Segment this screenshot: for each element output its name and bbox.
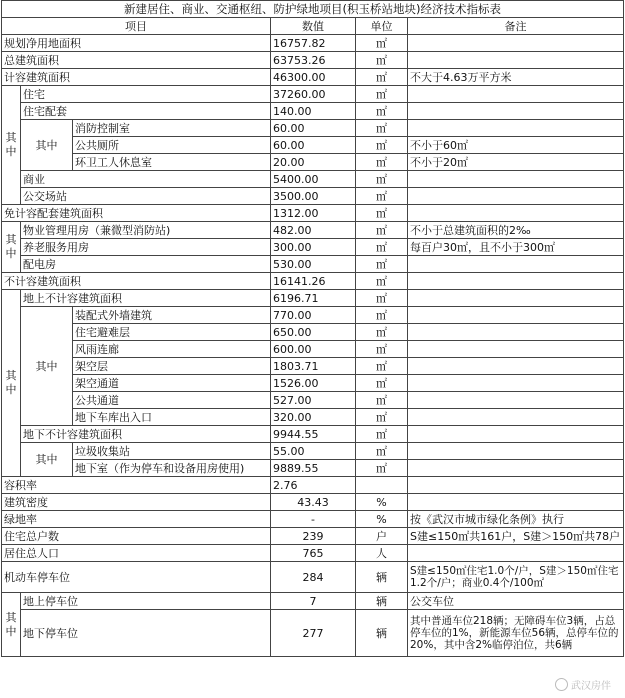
row-unit: ㎡ bbox=[356, 86, 408, 103]
subgroup-label: 其中 bbox=[21, 307, 73, 426]
row-label: 商业 bbox=[21, 171, 271, 188]
row-value: 770.00 bbox=[271, 307, 356, 324]
row-note bbox=[408, 375, 624, 392]
row-label: 架空层 bbox=[73, 358, 271, 375]
row-note: 每百户30㎡，且不小于300㎡ bbox=[408, 239, 624, 256]
row-unit: 辆 bbox=[356, 593, 408, 610]
header-value: 数值 bbox=[271, 18, 356, 35]
row-unit: ㎡ bbox=[356, 290, 408, 307]
row-note: 按《武汉市城市绿化条例》执行 bbox=[408, 511, 624, 528]
row-unit: ㎡ bbox=[356, 137, 408, 154]
row-value: 3500.00 bbox=[271, 188, 356, 205]
row-value: 1803.71 bbox=[271, 358, 356, 375]
row-value: 600.00 bbox=[271, 341, 356, 358]
row-note bbox=[408, 477, 624, 494]
row-label: 垃圾收集站 bbox=[73, 443, 271, 460]
row-value: 527.00 bbox=[271, 392, 356, 409]
table-row bbox=[2, 256, 624, 273]
row-label: 地下停车位 bbox=[21, 610, 271, 657]
row-unit: ㎡ bbox=[356, 358, 408, 375]
header-item: 项目 bbox=[2, 18, 271, 35]
row-label: 规划净用地面积 bbox=[2, 35, 271, 52]
row-note bbox=[408, 426, 624, 443]
table-row bbox=[2, 222, 624, 239]
row-unit: ㎡ bbox=[356, 256, 408, 273]
row-label: 配电房 bbox=[21, 256, 271, 273]
table-title: 新建居住、商业、交通枢纽、防护绿地项目(积玉桥站地块)经济技术指标表 bbox=[2, 1, 624, 18]
row-note bbox=[408, 35, 624, 52]
row-unit: ㎡ bbox=[356, 154, 408, 171]
row-label: 住宅避难层 bbox=[73, 324, 271, 341]
table-row bbox=[2, 358, 624, 375]
row-unit: ㎡ bbox=[356, 222, 408, 239]
row-note bbox=[408, 545, 624, 562]
table-row bbox=[2, 290, 624, 307]
row-unit bbox=[356, 477, 408, 494]
row-note: S建≤150㎡住宅1.0个/户，S建＞150㎡住宅1.2个/户；商业0.4个/100㎡ bbox=[408, 562, 624, 593]
row-label: 住宅配套 bbox=[21, 103, 271, 120]
row-label: 养老服务用房 bbox=[21, 239, 271, 256]
table-row bbox=[2, 103, 624, 120]
row-value: 1312.00 bbox=[271, 205, 356, 222]
group-label: 其中 bbox=[2, 86, 21, 205]
row-note: 不大于4.63万平方米 bbox=[408, 69, 624, 86]
row-unit: % bbox=[356, 511, 408, 528]
table-row bbox=[2, 35, 624, 52]
row-note bbox=[408, 103, 624, 120]
row-note: 公交车位 bbox=[408, 593, 624, 610]
row-label: 住宅总户数 bbox=[2, 528, 271, 545]
row-label: 公交场站 bbox=[21, 188, 271, 205]
table-row bbox=[2, 307, 624, 324]
row-unit: ㎡ bbox=[356, 171, 408, 188]
row-value: 7 bbox=[271, 593, 356, 610]
row-unit: ㎡ bbox=[356, 426, 408, 443]
table-row bbox=[2, 511, 624, 528]
row-label: 消防控制室 bbox=[73, 120, 271, 137]
table-row bbox=[2, 205, 624, 222]
row-note bbox=[408, 324, 624, 341]
table-row bbox=[2, 426, 624, 443]
row-value: 43.43 bbox=[271, 494, 356, 511]
table-row bbox=[2, 460, 624, 477]
table-row bbox=[2, 545, 624, 562]
row-note bbox=[408, 273, 624, 290]
row-unit: 辆 bbox=[356, 562, 408, 593]
row-label: 不计容建筑面积 bbox=[2, 273, 271, 290]
row-note bbox=[408, 307, 624, 324]
row-label: 地下室（作为停车和设备用房使用) bbox=[73, 460, 271, 477]
row-label: 公共厕所 bbox=[73, 137, 271, 154]
row-label: 风雨连廊 bbox=[73, 341, 271, 358]
table-row bbox=[2, 154, 624, 171]
table-row bbox=[2, 239, 624, 256]
row-note bbox=[408, 188, 624, 205]
row-value: 530.00 bbox=[271, 256, 356, 273]
table-row bbox=[2, 610, 624, 657]
row-value: 320.00 bbox=[271, 409, 356, 426]
row-value: 63753.26 bbox=[271, 52, 356, 69]
row-unit: ㎡ bbox=[356, 188, 408, 205]
row-value: 300.00 bbox=[271, 239, 356, 256]
table-row bbox=[2, 341, 624, 358]
group-label: 其中 bbox=[2, 593, 21, 657]
row-label: 架空通道 bbox=[73, 375, 271, 392]
row-label: 总建筑面积 bbox=[2, 52, 271, 69]
subgroup-label: 其中 bbox=[21, 443, 73, 477]
row-note: 不小于20㎡ bbox=[408, 154, 624, 171]
table-row bbox=[2, 392, 624, 409]
row-unit: ㎡ bbox=[356, 324, 408, 341]
row-unit: ㎡ bbox=[356, 205, 408, 222]
row-value: 277 bbox=[271, 610, 356, 657]
row-note bbox=[408, 52, 624, 69]
table-row bbox=[2, 494, 624, 511]
table-row bbox=[2, 443, 624, 460]
indicator-table bbox=[1, 0, 624, 657]
row-unit: 户 bbox=[356, 528, 408, 545]
row-value: - bbox=[271, 511, 356, 528]
table-row bbox=[2, 528, 624, 545]
table-row bbox=[2, 69, 624, 86]
row-unit: % bbox=[356, 494, 408, 511]
row-unit: 人 bbox=[356, 545, 408, 562]
row-label: 地上停车位 bbox=[21, 593, 271, 610]
table-row bbox=[2, 171, 624, 188]
row-note bbox=[408, 86, 624, 103]
row-unit: ㎡ bbox=[356, 375, 408, 392]
row-note bbox=[408, 392, 624, 409]
row-value: 9889.55 bbox=[271, 460, 356, 477]
row-value: 482.00 bbox=[271, 222, 356, 239]
table-row bbox=[2, 273, 624, 290]
row-value: 6196.71 bbox=[271, 290, 356, 307]
row-note bbox=[408, 120, 624, 137]
row-value: 650.00 bbox=[271, 324, 356, 341]
table-row bbox=[2, 593, 624, 610]
watermark bbox=[555, 677, 611, 692]
table-row bbox=[2, 562, 624, 593]
table-row bbox=[2, 409, 624, 426]
row-value: 1526.00 bbox=[271, 375, 356, 392]
row-unit: ㎡ bbox=[356, 69, 408, 86]
table-row bbox=[2, 188, 624, 205]
row-note bbox=[408, 290, 624, 307]
row-label: 容积率 bbox=[2, 477, 271, 494]
row-unit: ㎡ bbox=[356, 35, 408, 52]
row-label: 住宅 bbox=[21, 86, 271, 103]
row-value: 16141.26 bbox=[271, 273, 356, 290]
row-label: 免计容配套建筑面积 bbox=[2, 205, 271, 222]
table-row bbox=[2, 375, 624, 392]
row-value: 20.00 bbox=[271, 154, 356, 171]
row-value: 239 bbox=[271, 528, 356, 545]
row-value: 5400.00 bbox=[271, 171, 356, 188]
row-value: 9944.55 bbox=[271, 426, 356, 443]
row-note bbox=[408, 358, 624, 375]
row-unit: 辆 bbox=[356, 610, 408, 657]
row-unit: ㎡ bbox=[356, 52, 408, 69]
header-note: 备注 bbox=[408, 18, 624, 35]
row-value: 16757.82 bbox=[271, 35, 356, 52]
row-label: 物业管理用房（兼微型消防站) bbox=[21, 222, 271, 239]
subgroup-label: 其中 bbox=[21, 120, 73, 171]
row-label: 居住总人口 bbox=[2, 545, 271, 562]
table-row bbox=[2, 324, 624, 341]
row-value: 765 bbox=[271, 545, 356, 562]
row-label: 建筑密度 bbox=[2, 494, 271, 511]
row-note: S建≤150㎡共161户，S建＞150㎡共78户 bbox=[408, 528, 624, 545]
table-row bbox=[2, 86, 624, 103]
row-unit: ㎡ bbox=[356, 273, 408, 290]
row-note: 不小于总建筑面积的2‰ bbox=[408, 222, 624, 239]
row-note bbox=[408, 443, 624, 460]
row-unit: ㎡ bbox=[356, 409, 408, 426]
row-label: 机动车停车位 bbox=[2, 562, 271, 593]
row-value: 37260.00 bbox=[271, 86, 356, 103]
row-value: 55.00 bbox=[271, 443, 356, 460]
row-note bbox=[408, 409, 624, 426]
row-value: 2.76 bbox=[271, 477, 356, 494]
row-unit: ㎡ bbox=[356, 460, 408, 477]
row-unit: ㎡ bbox=[356, 103, 408, 120]
row-note bbox=[408, 341, 624, 358]
row-note bbox=[408, 494, 624, 511]
row-label: 地下不计容建筑面积 bbox=[21, 426, 271, 443]
row-note bbox=[408, 171, 624, 188]
table-row bbox=[2, 137, 624, 154]
row-value: 60.00 bbox=[271, 137, 356, 154]
row-unit: ㎡ bbox=[356, 239, 408, 256]
row-value: 284 bbox=[271, 562, 356, 593]
table-row bbox=[2, 477, 624, 494]
row-value: 60.00 bbox=[271, 120, 356, 137]
wechat-icon bbox=[555, 678, 568, 691]
row-label: 环卫工人休息室 bbox=[73, 154, 271, 171]
row-label: 装配式外墙建筑 bbox=[73, 307, 271, 324]
table-row bbox=[2, 120, 624, 137]
group-label: 其中 bbox=[2, 222, 21, 273]
row-value: 46300.00 bbox=[271, 69, 356, 86]
row-value: 140.00 bbox=[271, 103, 356, 120]
row-unit: ㎡ bbox=[356, 392, 408, 409]
row-unit: ㎡ bbox=[356, 341, 408, 358]
row-note bbox=[408, 205, 624, 222]
row-unit: ㎡ bbox=[356, 443, 408, 460]
row-note bbox=[408, 460, 624, 477]
row-unit: ㎡ bbox=[356, 120, 408, 137]
row-note: 不小于60㎡ bbox=[408, 137, 624, 154]
row-note: 其中普通车位218辆；无障碍车位3辆，占总停车位的1%，新能源车位56辆，总停车位的20%，其中含2%临停泊位，共6辆 bbox=[408, 610, 624, 657]
header-unit: 单位 bbox=[356, 18, 408, 35]
group-label: 其中 bbox=[2, 290, 21, 477]
row-note bbox=[408, 256, 624, 273]
row-unit: ㎡ bbox=[356, 307, 408, 324]
row-label: 地上不计容建筑面积 bbox=[21, 290, 271, 307]
row-label: 计容建筑面积 bbox=[2, 69, 271, 86]
watermark-text: 武汉房伴 bbox=[571, 681, 611, 692]
row-label: 地下车库出入口 bbox=[73, 409, 271, 426]
row-label: 公共通道 bbox=[73, 392, 271, 409]
row-label: 绿地率 bbox=[2, 511, 271, 528]
table-row bbox=[2, 52, 624, 69]
